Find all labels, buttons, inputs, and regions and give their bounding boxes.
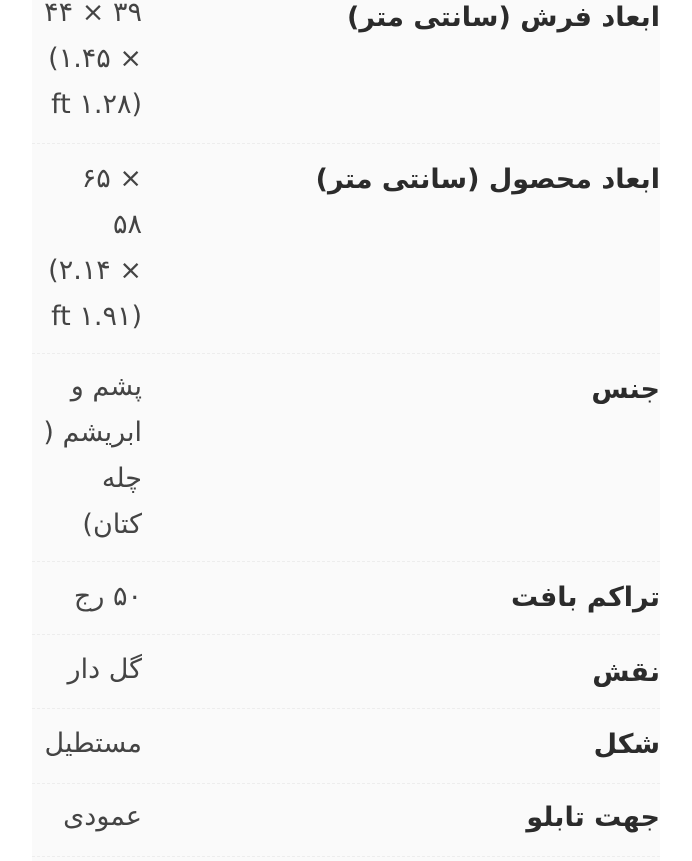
spec-label: نقش: [592, 657, 660, 688]
spec-value-line: (ft ۱.۲۸: [51, 89, 142, 120]
divider: [32, 783, 660, 784]
spec-label: جنس: [591, 374, 660, 405]
spec-value-line: ۵۸: [112, 209, 142, 240]
divider: [32, 634, 660, 635]
spec-label: ابعاد محصول (سانتی متر): [315, 164, 660, 195]
spec-value-line: × ۶۵: [81, 163, 142, 194]
spec-value-line: ۳۹ × ۴۴: [44, 0, 142, 28]
spec-value-line: ابریشم (: [43, 417, 142, 448]
divider: [32, 856, 660, 857]
spec-value-line: (ft ۱.۹۱: [51, 301, 142, 332]
spec-value: [45, 721, 142, 767]
spec-value-line: پشم و: [70, 371, 142, 402]
spec-value-line: چله: [101, 463, 142, 494]
divider: [32, 561, 660, 562]
spec-value-line: گل دار: [67, 654, 142, 685]
spec-value-line: مستطیل: [44, 728, 142, 759]
spec-label: ابعاد فرش (سانتی متر): [347, 2, 660, 33]
spec-value: [43, 364, 142, 548]
spec-value-line: × ۱.۴۵): [48, 43, 142, 74]
spec-value: [68, 647, 142, 693]
spec-value: [63, 794, 142, 840]
spec-value-line: کتان): [82, 509, 142, 540]
divider: [32, 708, 660, 709]
divider: [32, 143, 660, 144]
spec-label: جهت تابلو: [526, 802, 660, 833]
spec-value: [48, 156, 142, 340]
divider: [32, 353, 660, 354]
spec-label: تراکم بافت: [510, 582, 660, 613]
spec-label: شکل: [593, 729, 660, 760]
spec-value-line: ۵۰ رج: [73, 581, 142, 612]
spec-value: [44, 0, 142, 128]
spec-value-line: عمودی: [63, 801, 142, 832]
spec-value: [74, 574, 142, 620]
spec-value-line: × ۲.۱۴): [48, 255, 142, 286]
